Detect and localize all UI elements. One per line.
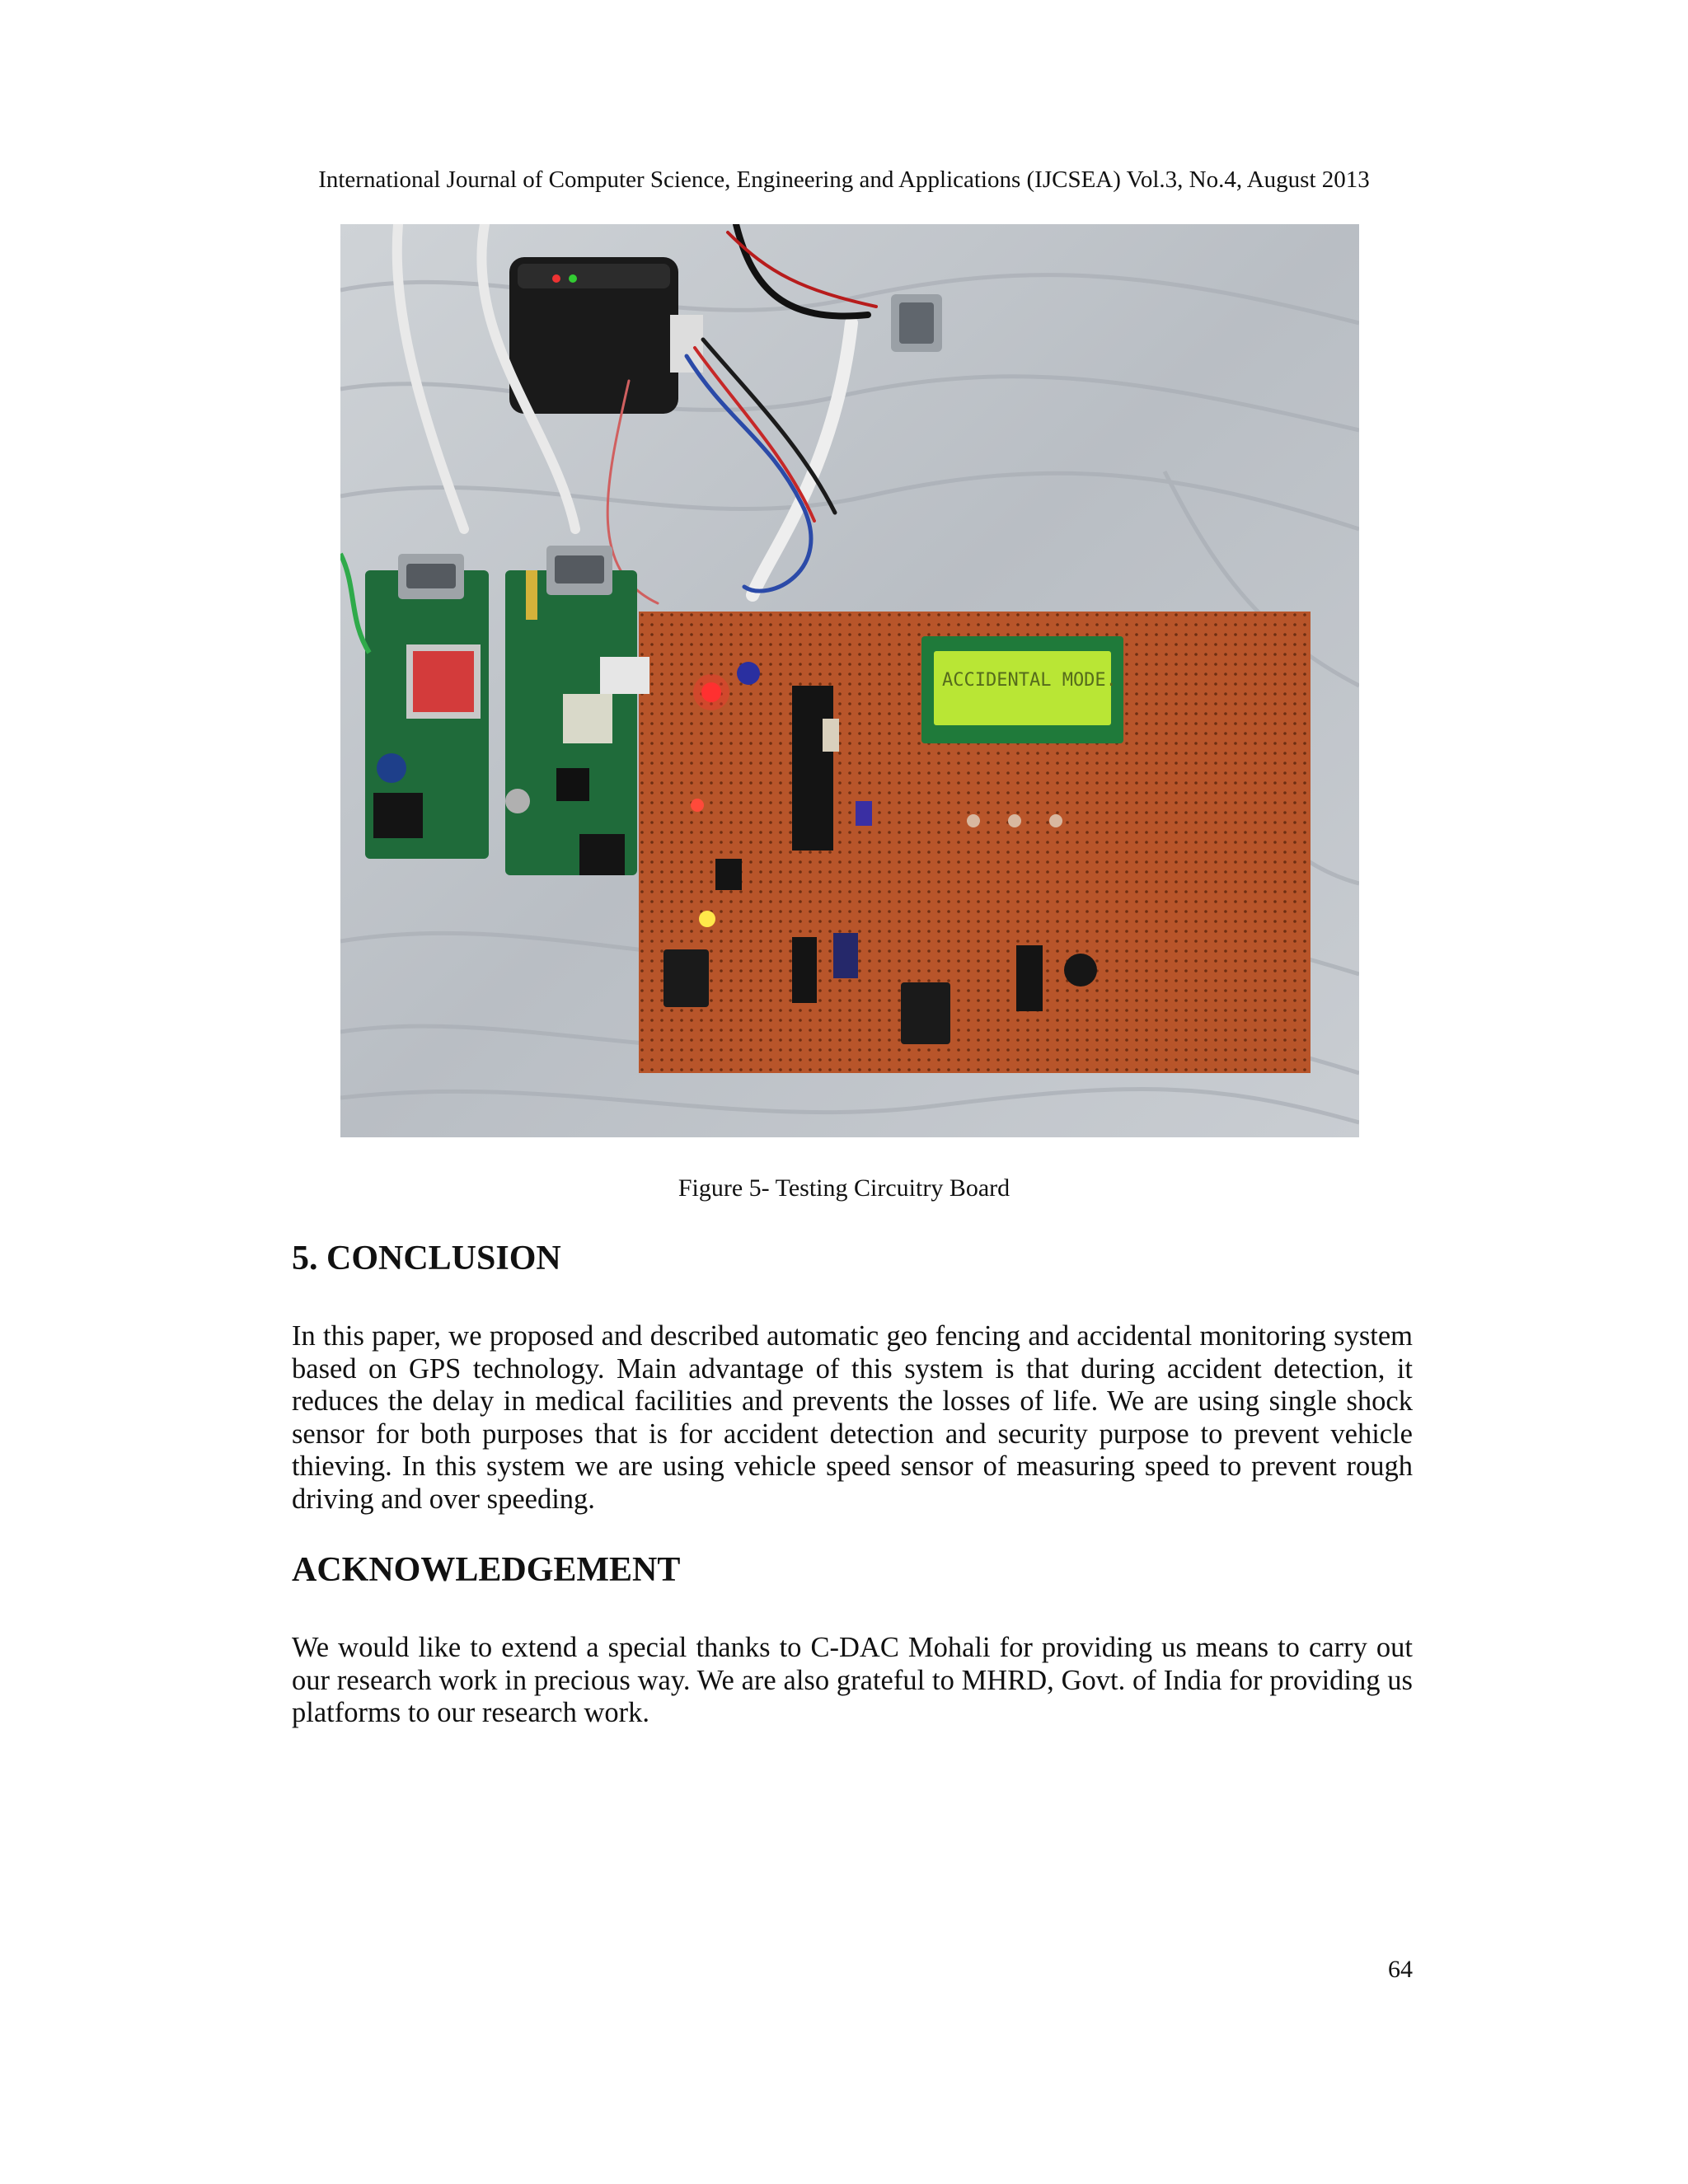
acknowledgement-paragraph: We would like to extend a special thanks to C-DAC Mohali for providing us means to carry out our research work in precious way. We are also grateful to MHRD, Govt. of India for providing us platforms to our research work. <box>292 1632 1413 1728</box>
lcd-display-text: ACCIDENTAL MODE. <box>942 670 1117 691</box>
section-heading-conclusion: 5. CONCLUSION <box>292 1240 561 1277</box>
conclusion-paragraph: In this paper, we proposed and described automatic geo fencing and accidental monitoring system based on GPS technology. Main advantage of this system is that during accident detection, it reduces the delay in medical facilities and prevents the losses of life. We are using single shock sensor for both purposes that is for accident detection and security purpose to prevent vehicle thieving. In this system we are using vehicle speed sensor of measuring speed to prevent rough driving and over speeding. <box>292 1320 1413 1515</box>
running-head: International Journal of Computer Science, Engineering and Applications (IJCSEA) Vol.3, No.4, August 2013 <box>318 166 1370 193</box>
section-heading-acknowledgement: ACKNOWLEDGEMENT <box>292 1551 681 1589</box>
figure-caption: Figure 5- Testing Circuitry Board <box>678 1174 1010 1202</box>
figure-testing-circuitry-board <box>340 224 1359 1137</box>
page-number: 64 <box>1388 1956 1413 1983</box>
circuit-board-photo <box>340 224 1359 1137</box>
